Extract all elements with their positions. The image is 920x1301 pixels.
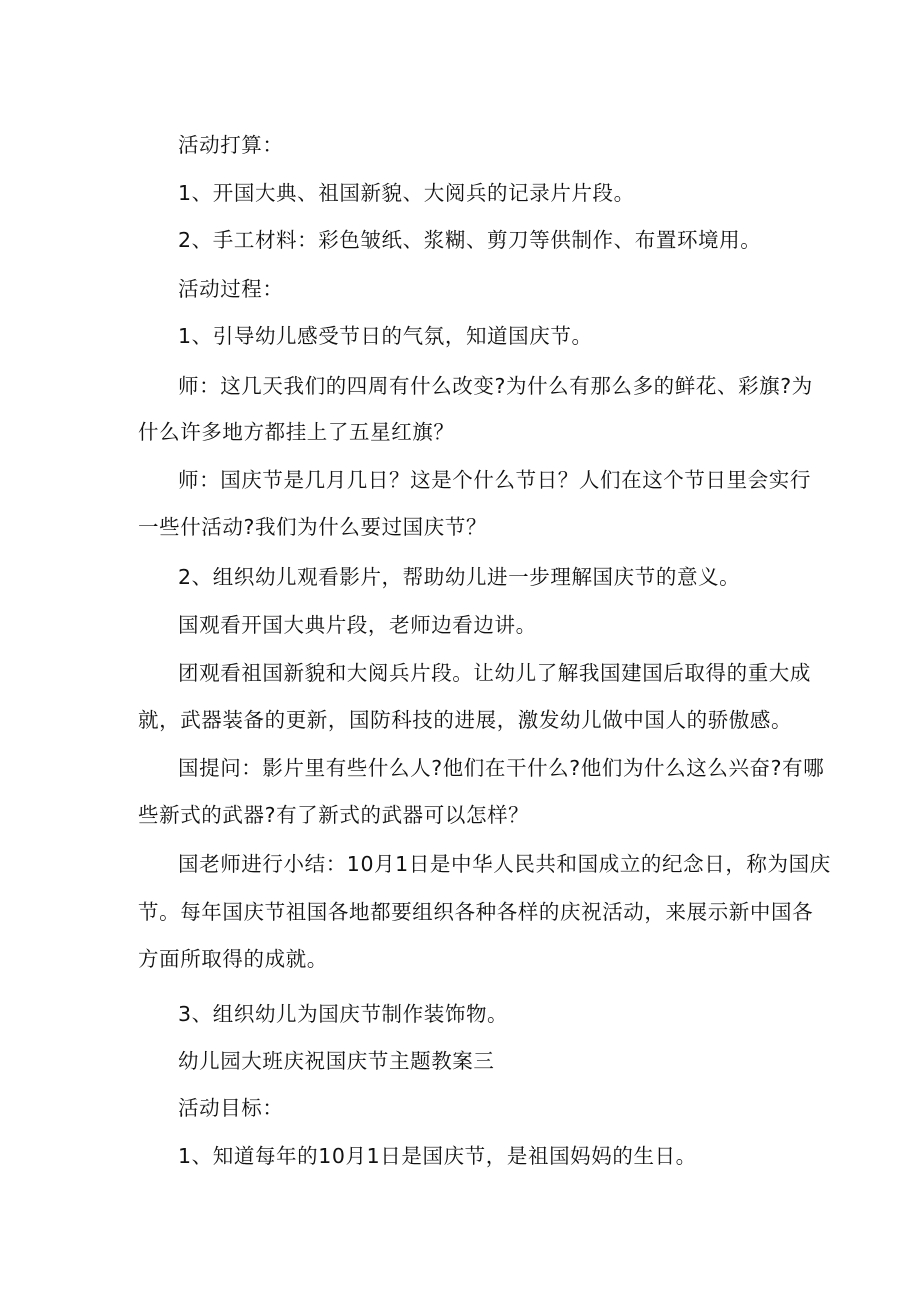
text-line: 1、知道每年的10月1日是国庆节，是祖国妈妈的生日。	[178, 1144, 697, 1168]
text-line: 师：国庆节是几月几日？这是个什么节日？人们在这个节日里会实行	[178, 468, 811, 492]
text-line: 什么许多地方都挂上了五星红旗？	[138, 420, 455, 444]
text-line: 3、组织幼儿为国庆节制作装饰物。	[178, 1002, 509, 1026]
text-line: 2、手工材料：彩色皱纸、浆糊、剪刀等供制作、布置环境用。	[178, 228, 762, 252]
text-line: 师：这几天我们的四周有什么改变?为什么有那么多的鲜花、彩旗?为	[178, 374, 813, 398]
text-line: 些新式的武器?有了新式的武器可以怎样？	[138, 803, 530, 827]
text-line: 幼儿园大班庆祝国庆节主题教案三	[178, 1049, 495, 1073]
text-line: 一些什活动?我们为什么要过国庆节？	[138, 515, 488, 539]
text-line: 就，武器装备的更新，国防科技的进展，激发幼儿做中国人的骄傲感。	[138, 708, 793, 732]
text-line: 活动目标：	[178, 1096, 284, 1120]
text-line: 方面所取得的成就。	[138, 947, 328, 971]
text-line: 节。每年国庆节祖国各地都要组织各种各样的庆祝活动，来展示新中国各	[138, 900, 814, 924]
text-line: 国提问：影片里有些什么人?他们在干什么?他们为什么这么兴奋?有哪	[178, 756, 825, 780]
text-line: 国观看开国大典片段，老师边看边讲。	[178, 613, 537, 637]
text-line: 活动过程：	[178, 277, 284, 301]
text-line: 1、引导幼儿感受节日的气氛，知道国庆节。	[178, 324, 593, 348]
text-line: 2、组织幼儿观看影片，帮助幼儿进一步理解国庆节的意义。	[178, 565, 741, 589]
text-line: 1、开国大典、祖国新貌、大阅兵的记录片片段。	[178, 181, 635, 205]
text-line: 国老师进行小结：10月1日是中华人民共和国成立的纪念日，称为国庆	[178, 852, 831, 876]
text-line: 活动打算：	[178, 133, 284, 157]
text-line: 团观看祖国新貌和大阅兵片段。让幼儿了解我国建国后取得的重大成	[178, 661, 811, 685]
